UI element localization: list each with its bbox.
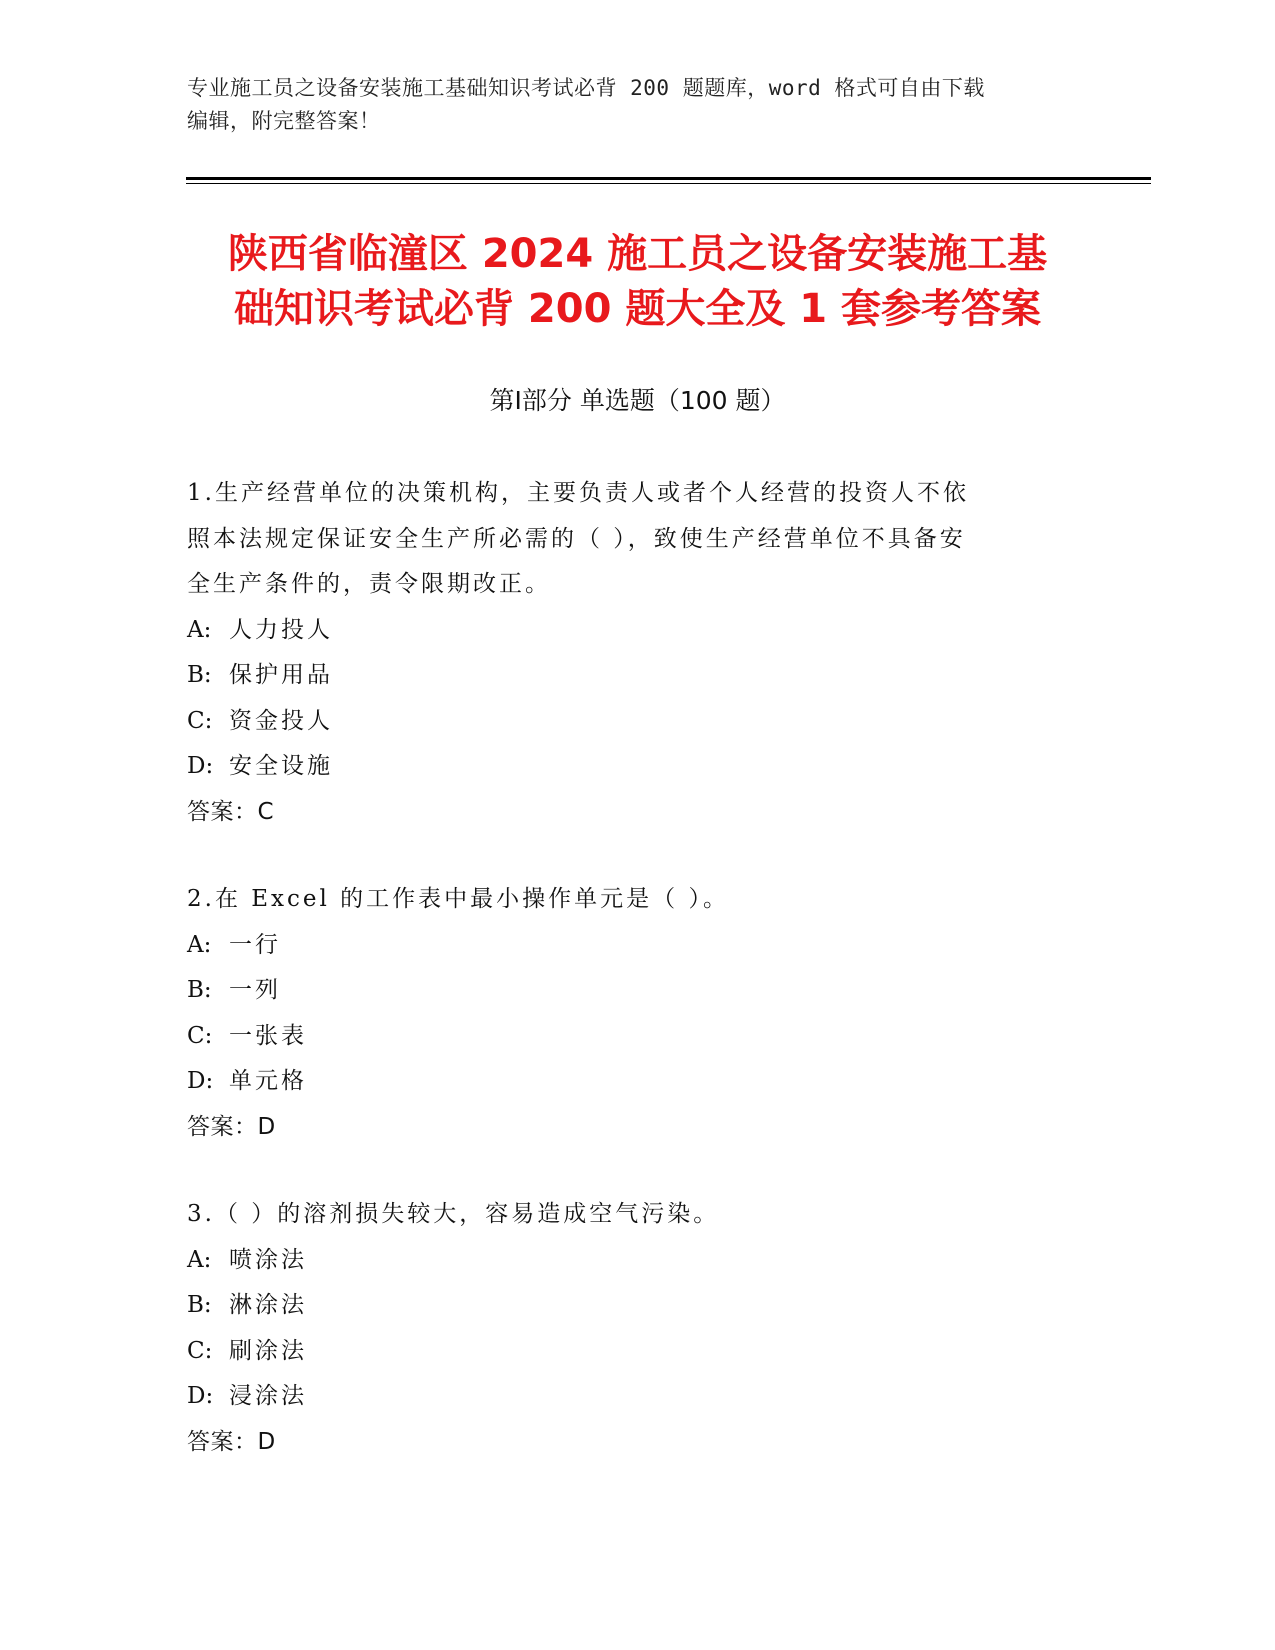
question-stem-line: 照本法规定保证安全生产所必需的（ ），致使生产经营单位不具备安 [187, 525, 966, 552]
document-title [140, 227, 1135, 337]
option-text: 喷涂法 [229, 1246, 307, 1273]
option-key: C: [187, 707, 213, 734]
question-stem-line: 全生产条件的，责令限期改正。 [187, 571, 551, 597]
option-b [187, 1283, 1087, 1329]
option-key: A: [187, 616, 212, 643]
option-text: 一张表 [229, 1022, 307, 1049]
option-b [187, 968, 1087, 1014]
option-text: 一列 [229, 977, 281, 1003]
option-key: A: [187, 1246, 212, 1273]
option-key: D: [187, 1383, 214, 1409]
header-divider-thin [186, 183, 1151, 184]
section-heading: 第Ⅰ部分 单选题（100 题） [489, 386, 786, 415]
question-1 [187, 471, 1087, 835]
header-note [187, 72, 1067, 138]
option-text: 一行 [229, 931, 281, 958]
option-key: B: [187, 1292, 212, 1318]
option-a [187, 923, 1087, 969]
option-text: 浸涂法 [229, 1383, 307, 1409]
option-text: 人力投人 [229, 616, 333, 643]
option-key: A: [187, 931, 212, 958]
option-d [187, 1374, 1087, 1420]
header-divider-thick [186, 177, 1151, 180]
option-d [187, 1059, 1087, 1105]
option-text: 保护用品 [229, 662, 333, 688]
header-note-line-1: 专业施工员之设备安装施工基础知识考试必背 200 题题库，word 格式可自由下载 [187, 76, 985, 100]
option-key: D: [187, 1068, 214, 1094]
option-key: C: [187, 1022, 213, 1049]
answer-label: 答案：C [187, 798, 275, 825]
option-c [187, 1329, 1087, 1375]
option-d [187, 744, 1087, 790]
document-title-line-1: 陕西省临潼区 2024 施工员之设备安装施工基 [227, 231, 1048, 277]
option-b [187, 653, 1087, 699]
option-text: 刷涂法 [229, 1337, 307, 1364]
option-text: 单元格 [229, 1068, 307, 1094]
question-3 [187, 1192, 1087, 1465]
option-c [187, 1014, 1087, 1060]
question-stem-line: 1.生产经营单位的决策机构，主要负责人或者个人经营的投资人不依 [187, 480, 969, 506]
option-key: C: [187, 1337, 213, 1364]
option-c [187, 699, 1087, 745]
question-stem-line: 2.在 Excel 的工作表中最小操作单元是（ ）。 [187, 886, 729, 912]
answer-label: 答案：D [187, 1113, 276, 1140]
answer-label: 答案：D [187, 1428, 276, 1455]
option-text: 资金投人 [229, 707, 333, 734]
option-a [187, 1238, 1087, 1284]
question-2 [187, 877, 1087, 1150]
option-key: D: [187, 753, 214, 779]
document-title-line-2: 础知识考试必背 200 题大全及 1 套参考答案 [233, 286, 1042, 332]
question-list [187, 471, 1087, 1507]
option-text: 淋涂法 [229, 1292, 307, 1318]
option-key: B: [187, 977, 212, 1003]
question-stem-line: 3.（ ）的溶剂损失较大，容易造成空气污染。 [187, 1201, 720, 1227]
option-key: B: [187, 662, 212, 688]
header-note-line-2: 编辑，附完整答案！ [187, 109, 381, 133]
option-text: 安全设施 [229, 753, 333, 779]
option-a [187, 608, 1087, 654]
